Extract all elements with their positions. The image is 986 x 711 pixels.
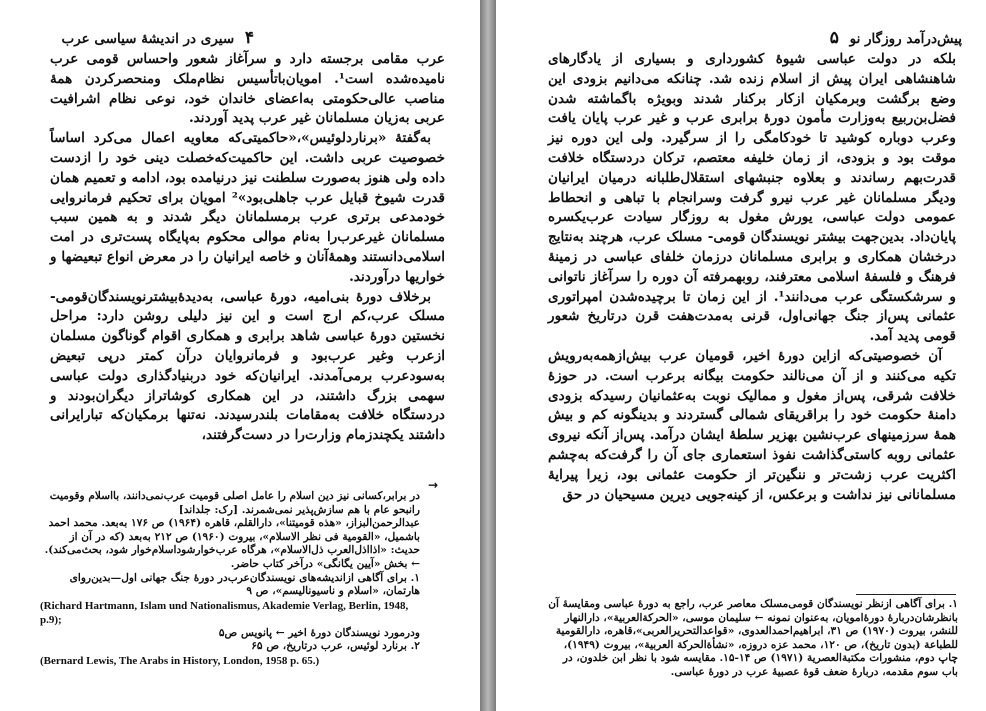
book-gutter: [480, 0, 496, 711]
footnote-continuation-arrow-icon: →: [428, 478, 439, 492]
paragraph: به‌گفتهٔ «برنارد‌لوئیس»،«حاکمیتی‌که معاویه اعمال می‌کرد اساساً خصوصیت عربی داشت. این حاکمیت‌که‌خصلت دینی خود را ازدست داده ولی هنوز به‌صورت سلطنت نیز درنیامده بود، ادامه و تعمیم همان قدرت شیوخ قبایل عرب جاهلی‌بود»² امویان برای تحکیم فرمانروایی خودمدعی برتری عرب برمسلمانان دیگر شدند و به همین سبب مسلمانان غیرعرب‌را به‌نام موالی محکوم به‌پایگاه پست‌تری در امت اسلامی‌دانستند وهمهٔ‌آنان و خاصه ایرانیان را در معرض انواع تبعیضها و خواریها درآوردند.: [50, 130, 445, 285]
left-page-body: [50, 50, 445, 446]
footnote-citation-latin: (Richard Hartmann, Islam und Nationalismus, Akademie Verlag, Berlin, 1948, p.9);: [40, 599, 409, 626]
left-page-running-title: سیری در اندیشهٔ سیاسی عرب: [61, 31, 235, 47]
paragraph: آن خصوصیتی‌که ازاین دورهٔ اخیر، قومیان عرب بیش‌ازهمه‌به‌رویش تکیه می‌کنند و از آن می‌نالند حکومت بیگانه برعرب است. در حوزهٔ خلافت شرقی، پس‌از مغول و ممالیک نوبت به‌عثمانیان رسیدکه بزودی دامنهٔ حکومت خود را براقریقای شمالی گستردند و بدینگونه کم و بیش همهٔ سرزمینهای عرب‌نشین بهزیر سلطهٔ ایشان درآمد. پس‌از آنکه نیروی عثمانی روبه کاستی‌گذاشت نفوذ استعماری جای آن را گرفت‌که به‌چشم اکثریت عرب زشت‌تر و ننگین‌تر از حکومت عثمانی بود، زیرا پیرایهٔ مسلمانانی نیز نداشت و برعکس، از کینه‌جویی دیرین مسیحیان در حق: [548, 347, 956, 503]
right-page: [496, 0, 986, 711]
footnote-separator: [856, 594, 956, 595]
footnote: ۱. برای آگاهی ازنظر نویسندگان قومی‌مسلک معاصر عرب، راجع به دورهٔ عباسی ومقایسهٔ آن بانظرشان‌دربارهٔ دورهٔ‌امویان، به‌عنوان نمونه ← سلیمان موسی، «الحرکة‌العربیة»، دارالنهار للنشر، بیروت (۱۹۷۰) ص ۳۱، ابراهیم‌احمدالعدوی، «قواعدالتحریرالعربی»،قاهره، دارالقومیة للطباعة (بدون تاریخ)، ص ۱۲۰، محمد عزه دروزه، «نشأةالحرکة العربیة»، بیروت (۱۹۴۹)، چاپ دوم، منشورات مکتبة‌العصریة (۱۹۷۱) ص ۱۴-۱۵. مقایسه شود با نظر ابن خلدون، در باب سوم مقدمه، دربارهٔ ضعف قوهٔ عصبیهٔ عرب در دورهٔ عباسی.: [548, 598, 958, 678]
left-page: [0, 0, 480, 711]
right-page-body: [548, 50, 956, 505]
footnote: در برابر،کسانی نیز دین اسلام را عامل اصلی قومیت عرب‌نمی‌دانند، بااسلام وقومیت را‌نبحو عام با هم سازش‌پذیر نمی‌شمرند. [رک: جلد‌اند]: [49, 490, 420, 516]
right-page-footnotes: [548, 598, 958, 680]
footnote: ۱. برای آگاهی ازاندیشه‌های نویسندگان‌عرب‌در دورهٔ جنگ جهانی اول—بدین‌روای هارتمان، «اسلام و ناسیونالیسم»، ص ۹: [69, 571, 420, 598]
left-page-header: [62, 28, 260, 48]
footnote: عبدالرحمن‌البزاز، «هذه قومیتنا»، دارالقلم، قاهره (۱۹۶۴) ص ۱۷۶ به‌بعد. محمد احمد باشمیل، «القومیة فی نظر الاسلام»، بیروت (۱۹۶۰) ص ۲۱۲ به‌بعد (که در آن از حدیث: «اذااذل‌العرب ذل‌الاسلام»، هرگاه عرب‌خوارشود‌اسلام‌خوار شود، بحث‌می‌کند). ← بخش «آیین یگانگی» درآخر کتاب حاضر.: [44, 517, 420, 570]
right-page-header: [824, 28, 962, 48]
paragraph: عرب مقامی برجسته دارد و سرآغاز شعور واحساس قومی عرب نامیده‌شده است¹. امویان‌باتأسیس نظام‌ملک ومنحصر‌کردن همهٔ مناصب عالی‌حکومتی به‌اعضای خاندان خود، نوعی نظام اشرافیت عربی به‌زیان مسلمانان غیر عرب پدید آوردند.: [50, 51, 445, 127]
paragraph: بلکه در دولت عباسی شیوهٔ کشورداری و بسیاری از یادگارهای شاهنشاهی ایران پیش از اسلام زنده شد. چنانکه می‌دانیم بزودی این وضع برگشت وبرمکیان ازکار برکنار شدند وبویژه باگماشته شدن فضل‌بن‌ربیع به‌وزارت مأمون دورهٔ برابری عرب و غیر عرب پایان یافت وعرب دوباره کوشید تا خودکامگی را از سرگیرد. ولی این دوره نیز موقت بود و بزودی، از زمان خلیفه معتصم، ترکان دردستگاه خلافت قدرت‌بهم رساندند و بعلاوه جنبشهای استقلال‌طلبانه درمیان ایرانیان ودیگر مسلمانان غیر عرب نیرو گرفت وسرانجام با تباهی و انحطاط عمومی دولت عباسی، یورش مغول به روزگار سیادت عرب‌یکسره پایان‌داد. بدین‌جهت بیشتر نویسندگان قومی- مسلک عرب، هرچند به‌نتایج درخشان همکاری و برابری مسلمانان درزمان خلفای عباسی در زمینهٔ فرهنگ و فلسفهٔ اسلامی معترفند، روبهمرفته آن دوره را سرآغاز ناتوانی و سرشکستگی عرب می‌دانند¹. از این زمان تا برچیده‌شدن امپراتوری عثمانی پس‌از جنگ جهانی‌اول، قرنی به‌مدت‌هفت قرن درتاریخ شعور قومی پدید آمد.: [548, 51, 956, 345]
footnote-citation-latin: (Bernard Lewis, The Arabs in History, London, 1958 p. 65.): [40, 654, 320, 667]
left-page-number: ۴: [244, 28, 254, 48]
footnote: ۲. برنارد لوئیس، عرب درتاریخ، ص ۶۵: [251, 640, 420, 653]
paragraph: برخلاف دورهٔ بنی‌امیه، دورهٔ عباسی، به‌دیدهٔ‌بیشترنویسندگان‌قومی- مسلک عرب،کم ارج است و این نیز دلیلی روشن دارد: مراحل نخستین دورهٔ عباسی شاهد برابری و همکاری اقوام گوناگون مسلمان ازعرب وغیر عرب‌بود و فرمانروایان درآن کمتر درپی تبعیض به‌سودعرب برمی‌آمدند. ایرانیان‌که خود دربنیادگذاری دولت عباسی سهمی بزرگ داشتند، در این همکاری کوشاتراز دیگران‌بودند و دردستگاه خلافت به‌مقامات بلندرسیدند. نه‌تنها برمکیان‌که تبارایرانی داشتند یکچندزمام وزارت‌را در دست‌گرفتند،: [50, 288, 445, 444]
right-page-running-title: پیش‌درآمد روزگار نو: [849, 31, 962, 47]
left-page-footnotes: [40, 490, 420, 668]
footnote: ودرمورد نویسندگان دورهٔ اخیر ← پانویس ص۵: [218, 626, 420, 639]
right-page-number: ۵: [829, 28, 839, 48]
